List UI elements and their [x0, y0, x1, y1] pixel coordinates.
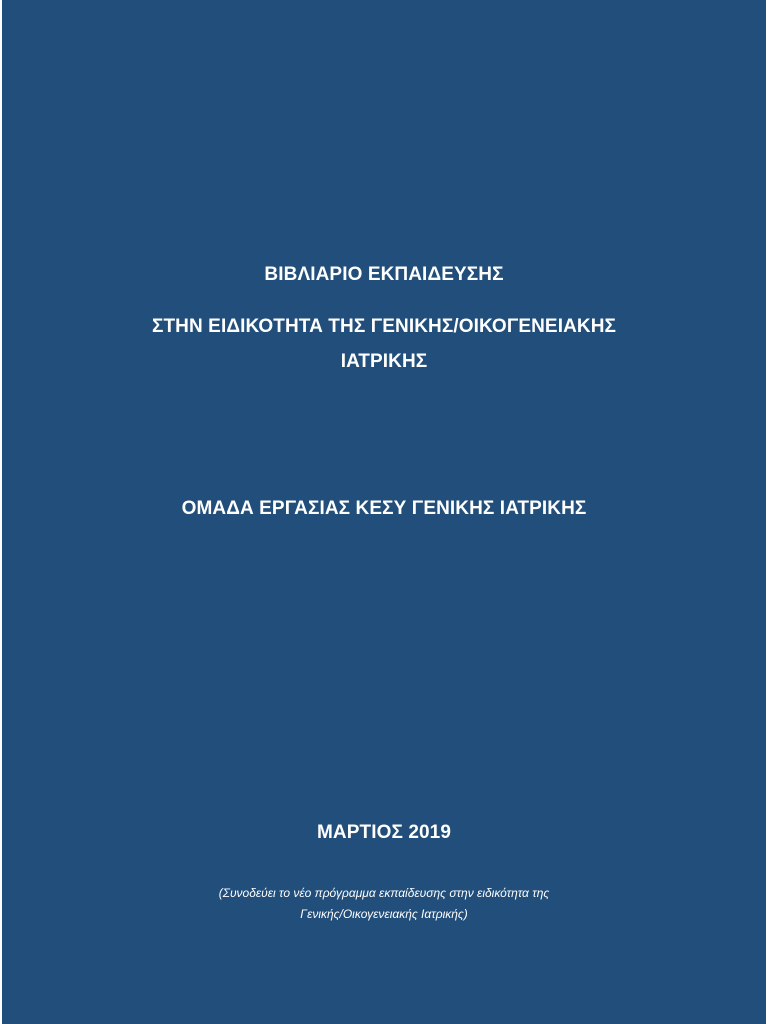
publication-date: ΜΑΡΤΙΟΣ 2019	[316, 822, 452, 843]
title-line-3: ΙΑΤΡΙΚΗΣ	[340, 351, 428, 372]
title-line-1: ΒΙΒΛΙΑΡΙΟ ΕΚΠΑΙΔΕΥΣΗΣ	[264, 264, 504, 285]
cover-note	[2, 883, 766, 925]
note-line-2: Γενικής/Οικογενειακής Ιατρικής)	[300, 907, 468, 921]
title-line-2: ΣΤΗΝ ΕΙΔΙΚΟΤΗΤΑ ΤΗΣ ΓΕΝΙΚΗΣ/ΟΙΚΟΓΕΝΕΙΑΚΗΣ	[151, 316, 617, 337]
note-line-1: (Συνοδεύει το νέο πρόγραμμα εκπαίδευσης στην ειδικότητα της	[218, 886, 550, 900]
cover-page	[2, 0, 766, 1024]
working-group: ΟΜΑΔΑ ΕΡΓΑΣΙΑΣ ΚΕΣΥ ΓΕΝΙΚΗΣ ΙΑΤΡΙΚΗΣ	[181, 498, 587, 519]
